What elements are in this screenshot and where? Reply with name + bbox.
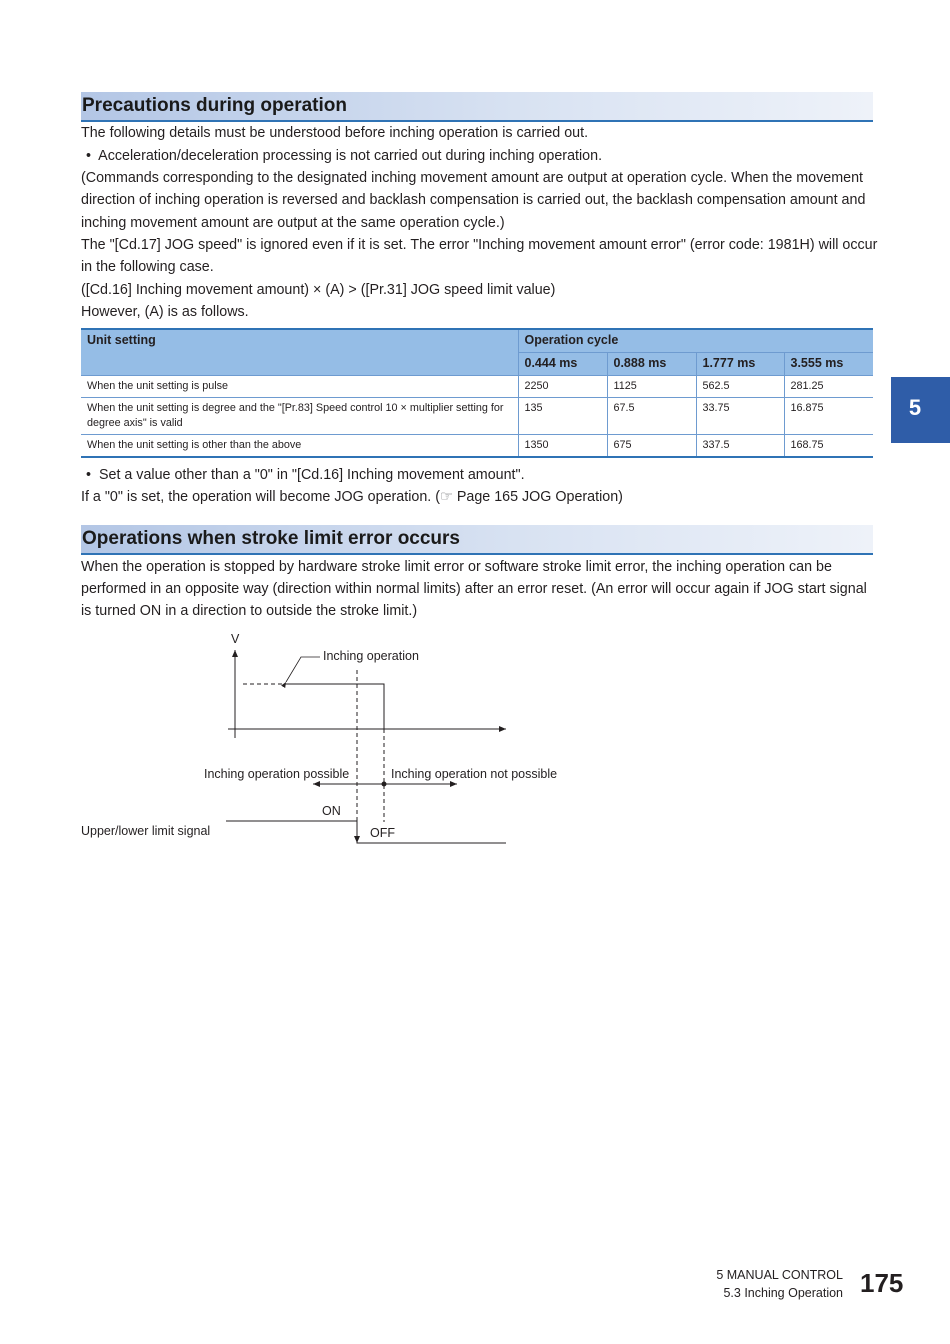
reference-prefix: If a "0" is set, the operation will become JOG operation. ( bbox=[81, 489, 441, 505]
table-header-cycle: 0.888 ms bbox=[607, 353, 696, 376]
table-cell: 67.5 bbox=[607, 398, 696, 435]
table-cell: 281.25 bbox=[784, 376, 873, 398]
paragraph-line: The "[Cd.17] JOG speed" is ignored even if it is set. The error "Inching movement amount error" (error code: 1981H) will occur bbox=[81, 237, 878, 253]
table-header-unit-setting: Unit setting bbox=[81, 329, 518, 376]
table-cell-label: When the unit setting is other than the above bbox=[81, 435, 518, 458]
velocity-axis-label: V bbox=[231, 632, 240, 646]
signal-falling-arrow bbox=[354, 836, 360, 843]
table-cell: 337.5 bbox=[696, 435, 784, 458]
inching-velocity-profile bbox=[285, 684, 384, 729]
limit-signal-label: Upper/lower limit signal bbox=[81, 824, 211, 838]
table-cell: 1350 bbox=[518, 435, 607, 458]
formula-text: ([Cd.16] Inching movement amount) × (A) > ([Pr.31] JOG speed limit value) bbox=[81, 282, 556, 298]
limit-signal-waveform bbox=[226, 821, 506, 843]
page-number: 175 bbox=[860, 1268, 904, 1298]
not-possible-label: Inching operation not possible bbox=[391, 767, 558, 781]
footer-chapter: 5 MANUAL CONTROL bbox=[716, 1268, 843, 1282]
table-cell-label: When the unit setting is degree and the "[Pr.83] Speed control 10 × multiplier setting for degree axis" is valid bbox=[81, 398, 518, 435]
reference-suffix: ) bbox=[618, 489, 623, 505]
inching-operation-label: Inching operation bbox=[323, 649, 419, 663]
paragraph-line: performed in an opposite way (direction within normal limits) after an error reset. (An error will occur again if JOG start signal bbox=[81, 581, 867, 597]
table-cell: 562.5 bbox=[696, 376, 784, 398]
chapter-tab[interactable] bbox=[891, 377, 950, 443]
bullet-text: Acceleration/deceleration processing is not carried out during inching operation. bbox=[98, 148, 603, 164]
table-header-cycle: 1.777 ms bbox=[696, 353, 784, 376]
paragraph-line: in the following case. bbox=[81, 259, 214, 275]
paragraph-line: is turned ON in a direction to outside the stroke limit.) bbox=[81, 603, 418, 619]
bullet-item: • Acceleration/deceleration processing is not carried out during inching operation. bbox=[86, 148, 603, 164]
paragraph-line: When the operation is stopped by hardware stroke limit error or software stroke limit error, the inching operation can be bbox=[81, 559, 832, 575]
intro-text: The following details must be understood before inching operation is carried out. bbox=[81, 125, 589, 141]
table-cell-label: When the unit setting is pulse bbox=[81, 376, 518, 398]
chapter-number: 5 bbox=[908, 395, 922, 420]
bullet-item: • Set a value other than a "0" in "[Cd.16] Inching movement amount". bbox=[86, 467, 525, 483]
table-header-cycle: 0.444 ms bbox=[518, 353, 607, 376]
switch-point bbox=[382, 782, 387, 787]
paragraph-line: inching movement amount are output at the same operation cycle.) bbox=[81, 215, 505, 231]
table-cell: 2250 bbox=[518, 376, 607, 398]
reference-arrow-icon: ☞ bbox=[440, 489, 453, 505]
table-header-cycle: 3.555 ms bbox=[784, 353, 873, 376]
table-header-operation-cycle: Operation cycle bbox=[518, 329, 873, 353]
paragraph-line: (Commands corresponding to the designated inching movement amount are output at operation cycle. When the movement bbox=[81, 170, 864, 186]
however-text: However, (A) is as follows. bbox=[81, 304, 249, 320]
possible-label: Inching operation possible bbox=[204, 767, 350, 781]
table-cell: 1125 bbox=[607, 376, 696, 398]
signal-on-label: ON bbox=[322, 804, 341, 818]
section-title: Precautions during operation bbox=[82, 95, 347, 116]
table-cell: 135 bbox=[518, 398, 607, 435]
table-cell: 16.875 bbox=[784, 398, 873, 435]
table-cell: 675 bbox=[607, 435, 696, 458]
signal-off-label: OFF bbox=[370, 826, 395, 840]
table-cell: 168.75 bbox=[784, 435, 873, 458]
bullet-text: Set a value other than a "0" in "[Cd.16] Inching movement amount". bbox=[98, 467, 525, 483]
table-cell: 33.75 bbox=[696, 398, 784, 435]
paragraph-line: direction of inching operation is reversed and backlash compensation is carried out, the backlash compensation amount and bbox=[81, 192, 866, 208]
reference-link[interactable]: Page 165 JOG Operation bbox=[456, 489, 619, 505]
inching-label-leader bbox=[286, 657, 320, 682]
footer-section: 5.3 Inching Operation bbox=[723, 1286, 843, 1300]
section-title: Operations when stroke limit error occurs bbox=[82, 528, 460, 549]
